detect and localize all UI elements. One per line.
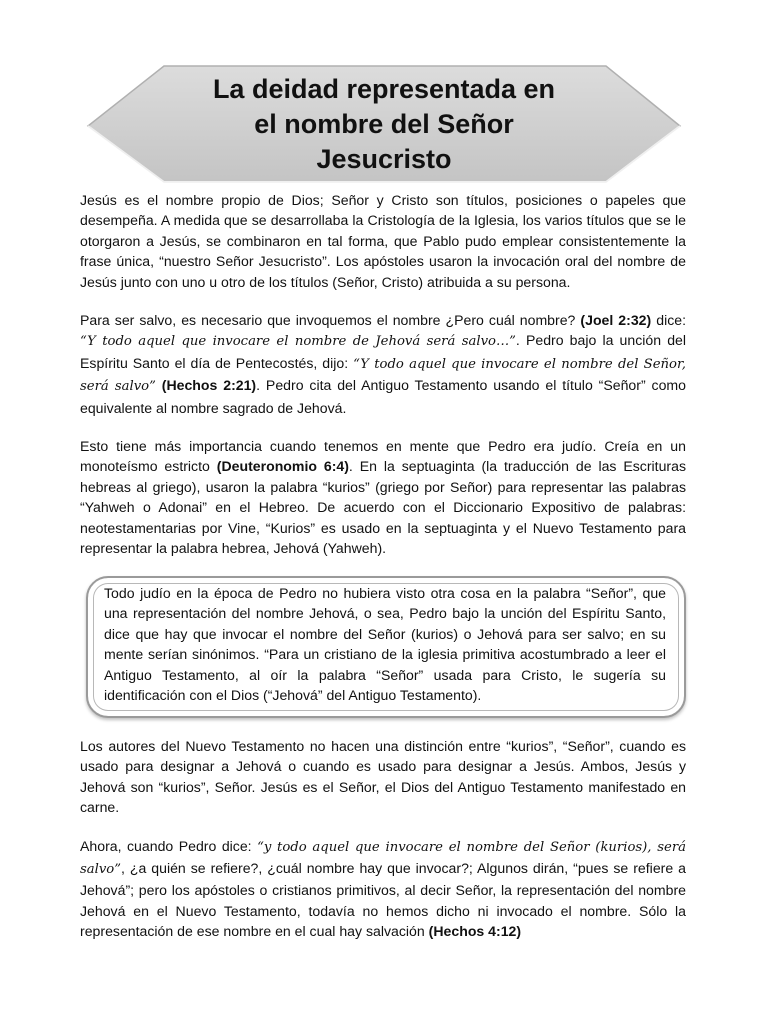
- body-bottom: [80, 736, 686, 960]
- p5-text-b: , ¿a quién se refiere?, ¿cuál nombre hay que invocar?; Algunos dirán, “pues se refiere a Jehová”; pero los apóstoles o cristianos primitivos, al decir Señor, la representación del nombre Jehová en el Nuevo Testamento, todavía no hemos dicho ni invocado el nombre. Sólo la representación de ese nombre en el cual hay salvación: [80, 860, 686, 940]
- body-top: [80, 190, 686, 577]
- scripture-ref-hechos-4: (Hechos 4:12): [428, 923, 522, 940]
- title-line-2: el nombre del Señor: [254, 109, 514, 139]
- paragraph-2: [80, 310, 686, 418]
- callout-text: Todo judío en la época de Pedro no hubiera visto otra cosa en la palabra “Señor”, que una representación del nombre Jehová, o sea, Pedro bajo la unción del Espíritu Santo, dice que hay que invocar el nombre del Señor (kurios) o Jehová para ser salvo; en su mente serían sinónimos. “Para un cristiano de la iglesia primitiva acostumbrado a leer el Antiguo Testamento, al oír la palabra “Señor” usada para Cristo, le sugería su identificación con el Dios (“Jehová” del Antiguo Testamento).: [104, 585, 666, 704]
- quote-hechos: “Y todo aquel que invocare el nombre del Señor, será salvo”: [80, 356, 687, 395]
- paragraph-1: Jesús es el nombre propio de Dios; Señor y Cristo son títulos, posiciones o papeles que desempeña. A medida que se desarrollaba la Cristología de la Iglesia, los varios títulos que se le otorgaron a Jesús, se combinaron en tal forma, que Pablo pudo emplear consistentemente la frase única, “nuestro Señor Jesucristo”. Los apóstoles usaron la invocación oral del nombre de Jesús junto con uno u otro de los títulos (Señor, Cristo) atribuida a su persona.: [80, 192, 686, 290]
- scripture-ref-deuteronomio: (Deuteronomio 6:4): [216, 458, 349, 475]
- p2-text-a: Para ser salvo, es necesario que invoquemos el nombre ¿Pero cuál nombre?: [80, 312, 581, 329]
- quote-pedro: “y todo aquel que invocare el nombre del Señor (kurios), será salvo”: [80, 839, 686, 878]
- p3-text-b: . En la septuaginta (la traducción de las Escrituras hebreas al griego), usaron la palabra “kurios” (griego por Señor) para representar las palabras “Yahweh o Adonai” en el Hebreo. De acuerdo con el Diccionario Expositivo de palabras: neotestamentarias por Vine, “Kurios” es usado en la septuaginta y el Nuevo Testamento para representar la palabra hebrea, Jehová (Yahweh).: [80, 458, 687, 557]
- scripture-ref-joel: (Joel 2:32): [580, 312, 652, 329]
- quote-joel: “Y todo aquel que invocare el nombre de Jehová será salvo…”: [80, 334, 516, 350]
- scripture-ref-hechos-2: (Hechos 2:21): [161, 377, 257, 394]
- title-line-3: Jesucristo: [316, 144, 452, 174]
- title-line-1: La deidad representada en: [212, 74, 556, 104]
- p5-text-a: Ahora, cuando Pedro dice:: [80, 837, 258, 854]
- p2-text-b: dice:: [651, 312, 686, 329]
- p2-text-c: . Pedro bajo la unción del Espíritu Santo el día de Pentecostés, dijo:: [80, 332, 686, 371]
- page-title: [86, 72, 682, 177]
- paragraph-4: Los autores del Nuevo Testamento no hacen una distinción entre “kurios”, “Señor”, cuando es usado para designar a Jehová o cuando es usado para designar a Jesús. Ambos, Jesús y Jehová son “kurios”, Señor. Jesús es el Señor, el Dios del Antiguo Testamento manifestado en carne.: [80, 738, 686, 816]
- paragraph-3: [80, 436, 686, 558]
- p2-text-e: . Pedro cita del Antiguo Testamento usando el título “Señor” como equivalente al nombre sagrado de Jehová.: [80, 377, 686, 416]
- paragraph-5: [80, 836, 686, 942]
- p3-text-a: Esto tiene más importancia cuando tenemos en mente que Pedro era judío. Creía en un monoteísmo estricto: [80, 438, 686, 475]
- title-banner: [86, 64, 682, 184]
